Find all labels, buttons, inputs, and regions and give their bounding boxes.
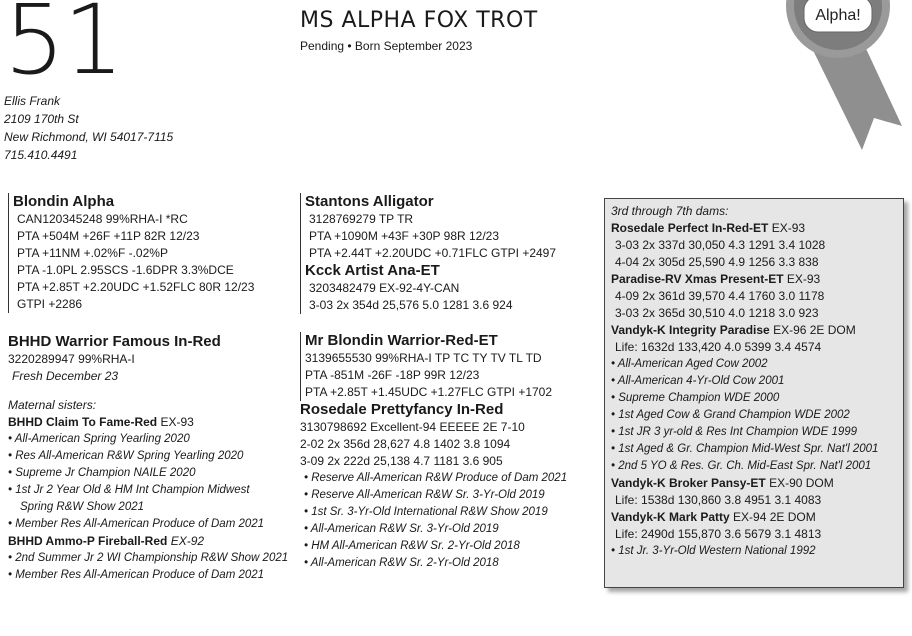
mggs-line: PTA +2.85T +1.45UDC +1.27FLC GTPI +1702 xyxy=(305,385,553,399)
lot-number: 51 xyxy=(4,0,123,96)
sire-dam-column xyxy=(8,193,288,584)
mggd-bullet: • 1st Sr. 3-Yr-Old International R&W Show 2019 xyxy=(304,506,548,518)
dam-row xyxy=(611,220,897,237)
sire-line: CAN120345248 99%RHA-I *RC xyxy=(17,212,188,226)
consignor-street: 2109 170th St xyxy=(4,112,79,126)
ancestor-dam-score: EX-96 2E DOM xyxy=(769,323,856,337)
mgs-lines xyxy=(305,211,600,262)
sire-line: PTA +504M +26F +11P 82R 12/23 xyxy=(17,229,200,243)
sire-name: Blondin Alpha xyxy=(13,193,115,210)
sister-bullet: • All-American Spring Yearling 2020 xyxy=(8,433,190,445)
maternal-sisters xyxy=(8,414,288,584)
grandparents-column xyxy=(300,193,600,572)
award-ribbon-icon xyxy=(712,0,912,160)
ancestor-dam-bullet: • Supreme Champion WDE 2000 xyxy=(611,392,780,404)
ancestor-dam-score: EX-93 xyxy=(768,221,806,235)
mggs-line: PTA -851M -26F -18P 99R 12/23 xyxy=(305,368,480,382)
ancestor-dam-name: Vandyk-K Integrity Paradise xyxy=(611,323,770,337)
ribbon-label: Alpha! xyxy=(815,7,861,24)
mgs-name: Stantons Alligator xyxy=(305,193,434,210)
ancestor-dam-score: EX-94 2E DOM xyxy=(729,510,816,524)
mgd-lines xyxy=(305,280,600,314)
mgs-line: 3128769279 TP TR xyxy=(309,212,414,226)
mggd-block xyxy=(300,401,600,572)
mgs-block xyxy=(300,193,600,314)
mgd-line: 3203482479 EX-92-4Y-CAN xyxy=(309,281,460,295)
mggd-line: 3-09 2x 222d 25,138 4.7 1181 3.6 905 xyxy=(300,454,503,468)
ancestor-dam-record: 4-09 2x 361d 39,570 4.4 1760 3.0 1178 xyxy=(615,289,825,303)
ancestor-dam-bullet: • All-American Aged Cow 2002 xyxy=(611,358,768,370)
mggd-name: Rosedale Prettyfancy In-Red xyxy=(300,401,504,418)
sire-line: PTA -1.0PL 2.95SCS -1.6DPR 3.3%DCE xyxy=(17,263,234,277)
ancestor-dam-name: Rosedale Perfect In-Red-ET xyxy=(611,221,769,235)
mggs-name: Mr Blondin Warrior-Red-ET xyxy=(305,332,498,349)
dams-box-header: 3rd through 7th dams: xyxy=(611,204,729,218)
dam-row xyxy=(611,271,897,288)
maternal-sisters-label: Maternal sisters: xyxy=(8,398,97,412)
ancestor-dam-record: 4-04 2x 305d 25,590 4.9 1256 3.3 838 xyxy=(615,255,819,269)
dam-fresh: Fresh December 23 xyxy=(12,369,119,383)
ancestor-dam-bullet: • 1st Aged Cow & Grand Champion WDE 2002 xyxy=(611,409,850,421)
mggs-block xyxy=(300,332,600,401)
sire-line: PTA +2.85T +2.20UDC +1.52FLC 80R 12/23 xyxy=(17,280,255,294)
mggs-line: 3139655530 99%RHA-I TP TC TY TV TL TD xyxy=(305,351,542,365)
dam-block xyxy=(8,333,288,385)
dams-box xyxy=(604,198,904,588)
animal-name: MS ALPHA FOX TROT xyxy=(300,8,538,33)
ancestor-dam-name: Vandyk-K Broker Pansy-ET xyxy=(611,476,766,490)
mggd-bullet: • All-American R&W Sr. 2-Yr-Old 2018 xyxy=(304,557,499,569)
sister-score: EX-92 xyxy=(167,534,205,548)
sister-bullet: • 2nd Summer Jr 2 WI Championship R&W Show 2021 xyxy=(8,552,289,564)
mggd-lines xyxy=(300,419,600,470)
mgd-name: Kcck Artist Ana-ET xyxy=(305,262,440,279)
ancestor-dam-bullet: • 1st Jr. 3-Yr-Old Western National 1992 xyxy=(611,545,816,557)
ancestor-dam-score: EX-93 xyxy=(783,272,821,286)
dam-row xyxy=(611,509,897,526)
dam-name: BHHD Warrior Famous In-Red xyxy=(8,333,221,350)
ancestor-dam-bullet: • 1st Aged & Gr. Champion Mid-West Spr. Nat'l 2001 xyxy=(611,443,879,455)
animal-status: Pending • Born September 2023 xyxy=(300,39,473,53)
consignor-name: Ellis Frank xyxy=(4,94,61,108)
sister-bullet: • Member Res All-American Produce of Dam 2021 xyxy=(8,518,265,530)
mggd-line: 2-02 2x 356d 28,627 4.8 1402 3.8 1094 xyxy=(300,437,511,451)
ancestor-dam-record: Life: 1538d 130,860 3.8 4951 3.1 4083 xyxy=(615,493,822,507)
ancestor-dam-bullet: • All-American 4-Yr-Old Cow 2001 xyxy=(611,375,785,387)
mgs-line: PTA +2.44T +2.20UDC +0.71FLC GTPI +2497 xyxy=(309,246,557,260)
ancestor-dam-record: 3-03 2x 337d 30,050 4.3 1291 3.4 1028 xyxy=(615,238,826,252)
sire-line: PTA +11NM +.02%F -.02%P xyxy=(17,246,168,260)
sire-line: GTPI +2286 xyxy=(17,297,83,311)
sister-bullet: Spring R&W Show 2021 xyxy=(20,501,145,513)
ancestor-dam-score: EX-90 DOM xyxy=(765,476,834,490)
dam-row xyxy=(611,475,897,492)
sister-row xyxy=(8,533,288,550)
ancestor-dam-bullet: • 2nd 5 YO & Res. Gr. Ch. Mid-East Spr. Nat'l 2001 xyxy=(611,460,872,472)
mggd-bullet: • HM All-American R&W Sr. 2-Yr-Old 2018 xyxy=(304,540,520,552)
ancestor-dam-record: 3-03 2x 365d 30,510 4.0 1218 3.0 923 xyxy=(615,306,819,320)
dam-row xyxy=(611,322,897,339)
sister-name: BHHD Claim To Fame-Red xyxy=(8,415,158,429)
dam-reg: 3220289947 99%RHA-I xyxy=(8,352,135,366)
sister-bullet: • Res All-American R&W Spring Yearling 2020 xyxy=(8,450,244,462)
ancestor-dam-name: Paradise-RV Xmas Present-ET xyxy=(611,272,784,286)
consignor-info xyxy=(4,92,173,164)
mggd-bullet: • All-American R&W Sr. 3-Yr-Old 2019 xyxy=(304,523,499,535)
sister-row xyxy=(8,414,288,431)
sister-bullet: • Supreme Jr Champion NAILE 2020 xyxy=(8,467,196,479)
sister-name: BHHD Ammo-P Fireball-Red xyxy=(8,534,168,548)
ancestor-dam-record: Life: 2490d 155,870 3.6 5679 3.1 4813 xyxy=(615,527,822,541)
mgd-line: 3-03 2x 354d 25,576 5.0 1281 3.6 924 xyxy=(309,298,513,312)
consignor-phone: 715.410.4491 xyxy=(4,148,78,162)
mggd-line: 3130798692 Excellent-94 EEEEE 2E 7-10 xyxy=(300,420,525,434)
sister-score: EX-93 xyxy=(157,415,194,429)
mggd-bullet: • Reserve All-American R&W Produce of Dam 2021 xyxy=(304,472,568,484)
ancestor-dam-record: Life: 1632d 133,420 4.0 5399 3.4 4574 xyxy=(615,340,822,354)
mgs-line: PTA +1090M +43F +30P 98R 12/23 xyxy=(309,229,500,243)
sister-bullet: • 1st Jr 2 Year Old & HM Int Champion Midwest xyxy=(8,484,250,496)
ancestor-dam-name: Vandyk-K Mark Patty xyxy=(611,510,730,524)
mggs-lines xyxy=(305,350,600,401)
sire-block xyxy=(8,193,288,313)
mggd-bullet: • Reserve All-American R&W Sr. 3-Yr-Old 2019 xyxy=(304,489,545,501)
consignor-city: New Richmond, WI 54017-7115 xyxy=(4,130,174,144)
sire-lines xyxy=(13,211,288,313)
mggd-bullets xyxy=(300,470,600,572)
ancestor-dam-bullet: • 1st JR 3 yr-old & Res Int Champion WDE 1999 xyxy=(611,426,858,438)
dams-list xyxy=(611,220,897,560)
sister-bullet: • Member Res All-American Produce of Dam 2021 xyxy=(8,569,265,581)
